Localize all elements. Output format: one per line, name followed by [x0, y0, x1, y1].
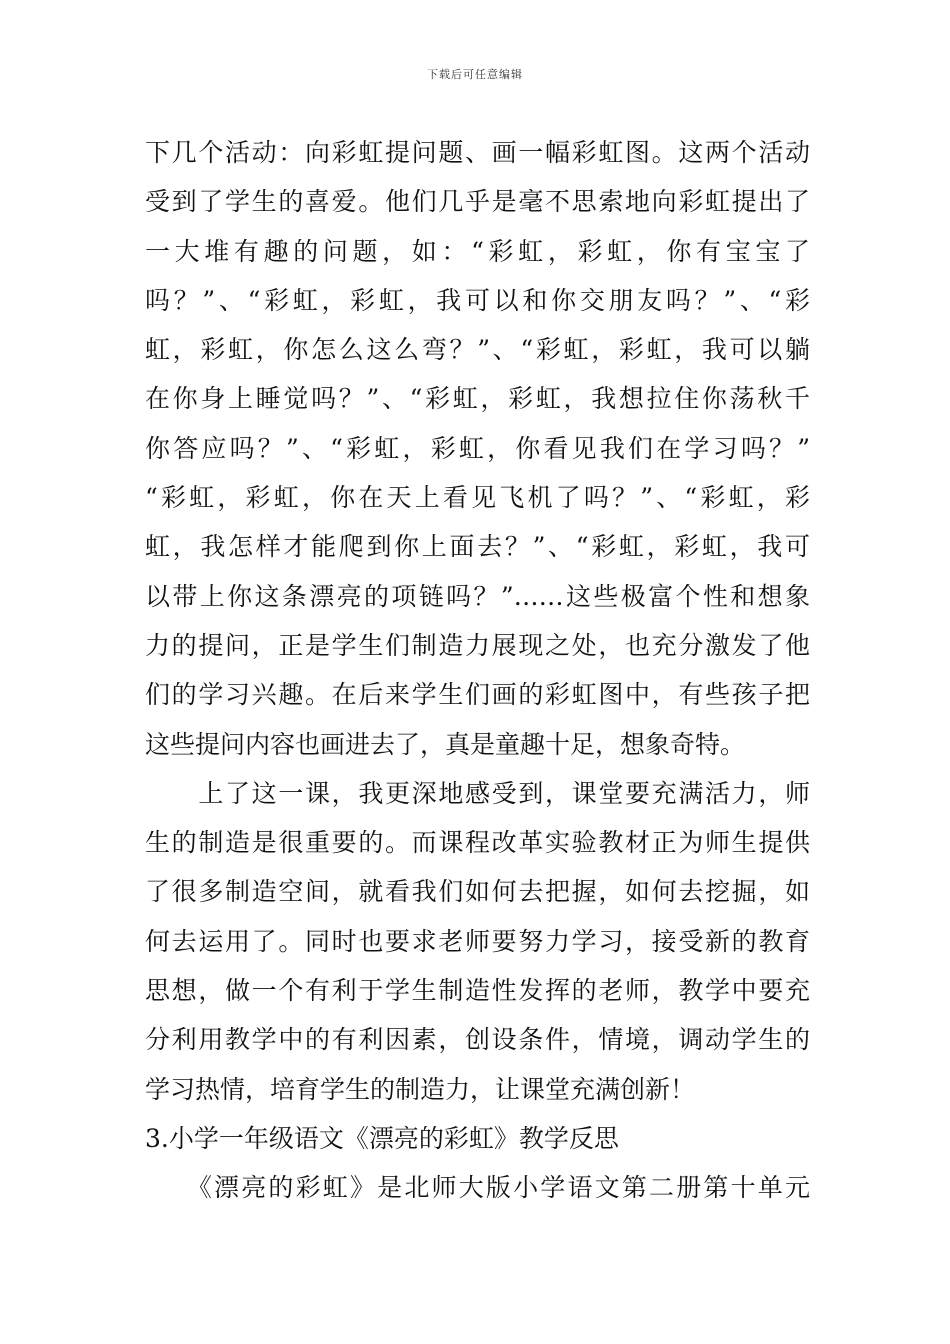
- text-line: 3.小学一年级语文《漂亮的彩虹》教学反思: [145, 1123, 619, 1153]
- text-line: 虹，彩虹，你怎么这么弯？”、“彩虹，彩虹，我可以躺: [145, 335, 810, 365]
- text-line: 下几个活动：向彩虹提问题、画一幅彩虹图。这两个活动: [145, 138, 810, 167]
- text-line: 《漂亮的彩虹》是北师大版小学语文第二册第十单元: [145, 1173, 810, 1203]
- text-line: 这些提问内容也画进去了，真是童趣十足，想象奇特。: [145, 729, 746, 759]
- text-line: 虹，我怎样才能爬到你上面去？”、“彩虹，彩虹，我可: [145, 532, 810, 562]
- text-line: 学习热情，培育学生的制造力，让课堂充满创新！: [145, 1074, 696, 1104]
- text-line: 一大堆有趣的问题，如：“彩虹，彩虹，你有宝宝了: [145, 236, 810, 266]
- text-line: 受到了学生的喜爱。他们几乎是毫不思索地向彩虹提出了: [145, 187, 810, 217]
- text-line: 上了这一课，我更深地感受到，课堂要充满活力，师: [145, 778, 810, 808]
- page-header: 下载后可任意编辑: [427, 68, 523, 81]
- text-line: 何去运用了。同时也要求老师要努力学习，接受新的教育: [145, 926, 810, 956]
- text-line: 以带上你这条漂亮的项链吗？”……这些极富个性和想象: [145, 581, 810, 611]
- document-body: [145, 128, 810, 1213]
- text-line: 了很多制造空间，就看我们如何去把握，如何去挖掘，如: [145, 877, 810, 907]
- text-line: 思想，做一个有利于学生制造性发挥的老师，教学中要充: [145, 976, 810, 1006]
- text-line: 吗？”、“彩虹，彩虹，我可以和你交朋友吗？”、“彩: [145, 285, 810, 315]
- text-line: 你答应吗？”、“彩虹，彩虹，你看见我们在学习吗？”: [145, 433, 810, 463]
- text-line: “彩虹，彩虹，你在天上看见飞机了吗？”、“彩虹，彩: [145, 483, 810, 513]
- text-line: 在你身上睡觉吗？”、“彩虹，彩虹，我想拉住你荡秋千: [145, 384, 810, 414]
- text-line: 分利用教学中的有利因素，创设条件，情境，调动学生的: [145, 1025, 810, 1055]
- text-line: 力的提问，正是学生们制造力展现之处，也充分激发了他: [145, 630, 810, 660]
- text-line: 们的学习兴趣。在后来学生们画的彩虹图中，有些孩子把: [145, 680, 810, 710]
- text-line: 生的制造是很重要的。而课程改革实验教材正为师生提供: [145, 828, 810, 858]
